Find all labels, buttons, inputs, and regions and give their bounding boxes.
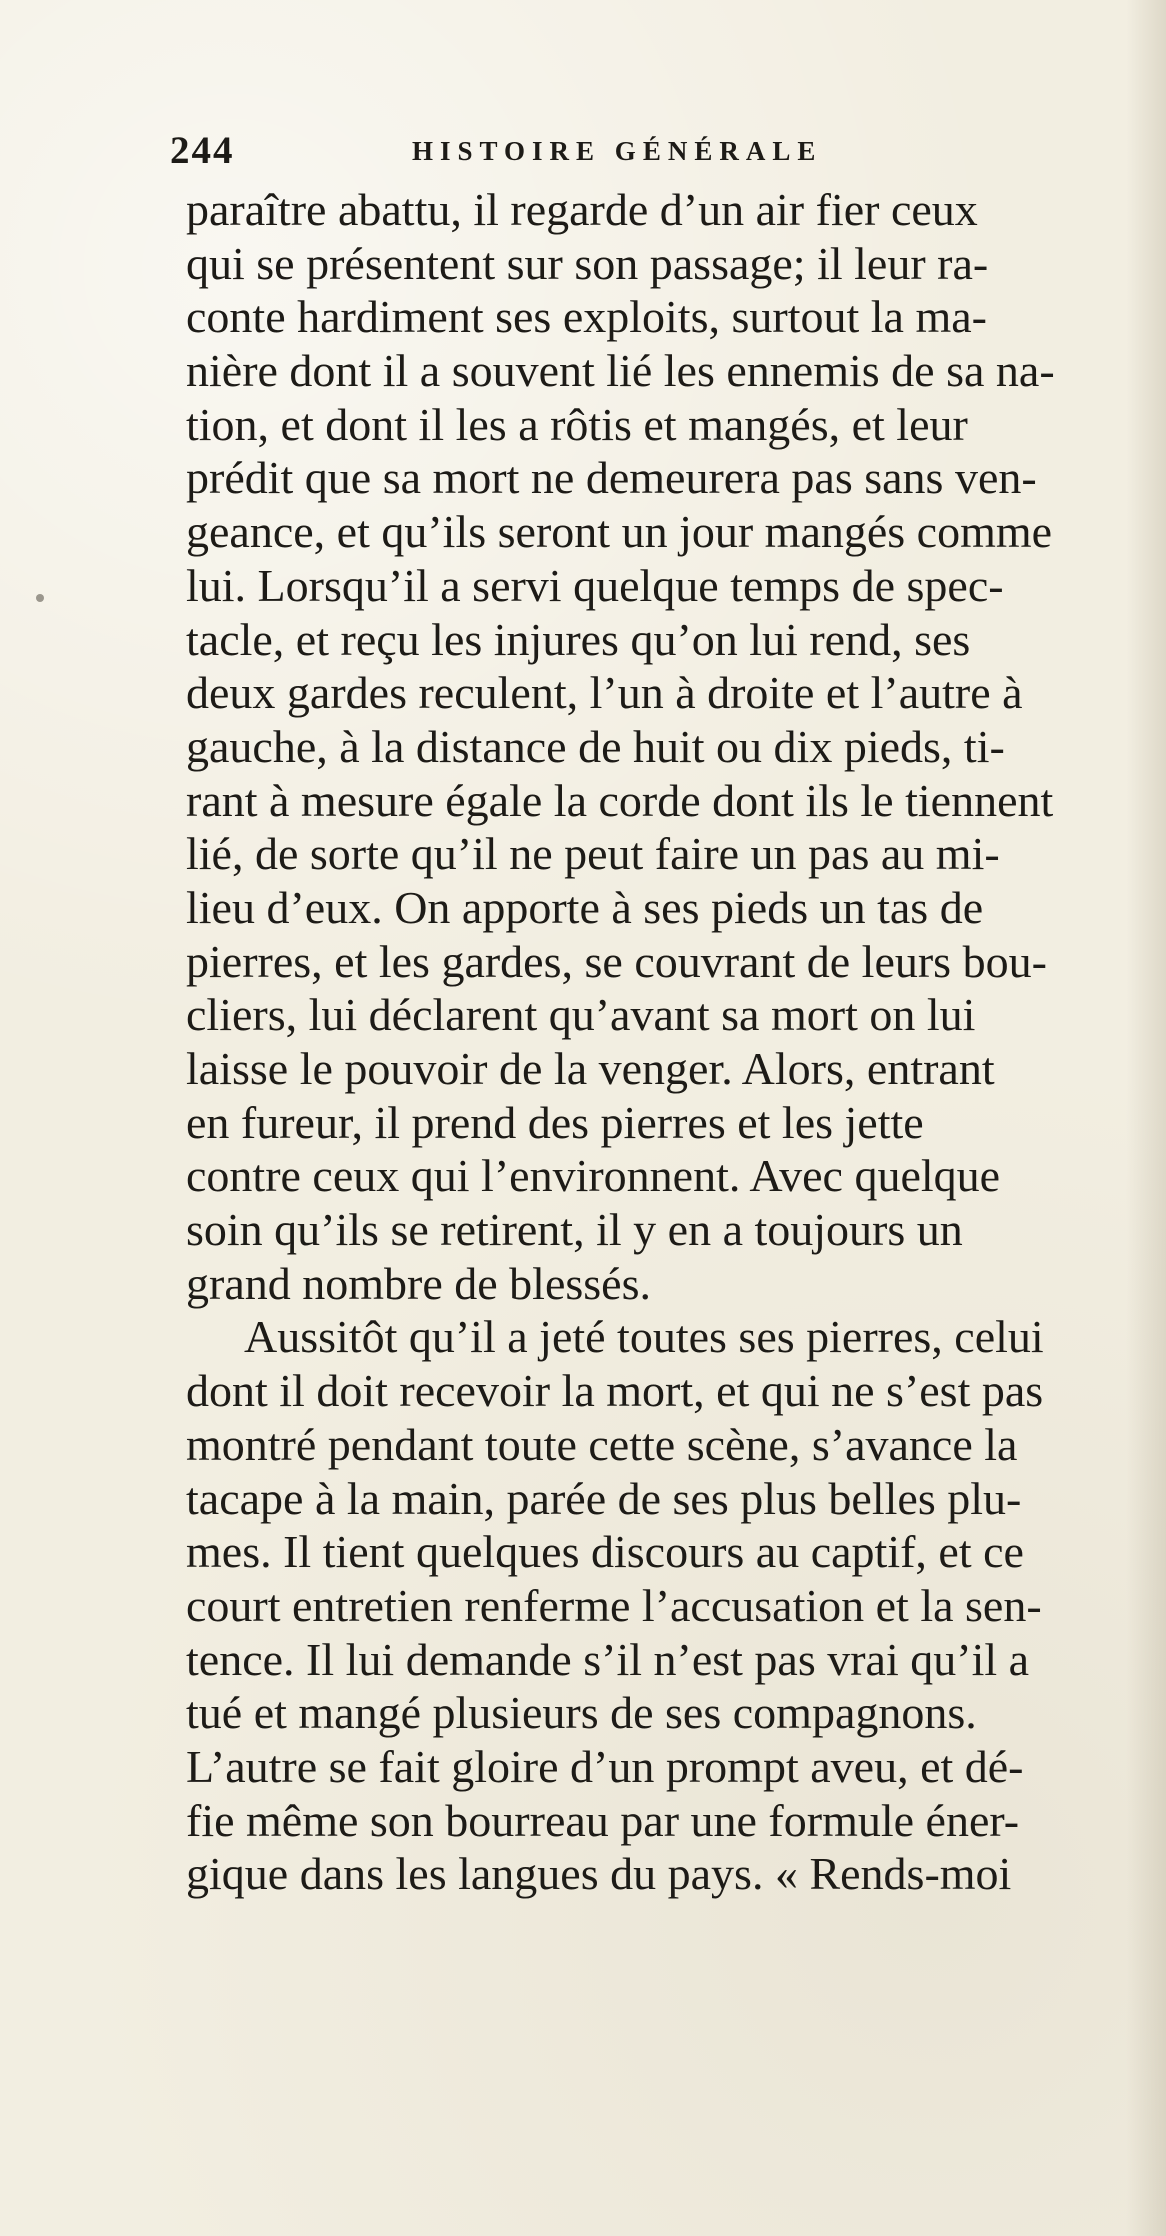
text-line: tacle, et reçu les injures qu’on lui rend, ses <box>186 613 971 665</box>
text-line: prédit que sa mort ne demeurera pas sans ven- <box>186 452 1037 504</box>
text-line: tion, et dont il les a rôtis et mangés, et leur <box>186 398 968 450</box>
running-header <box>170 128 930 170</box>
text-line: gique dans les langues du pays. « Rends-moi <box>186 1848 1012 1900</box>
text-line: L’autre se fait gloire d’un prompt aveu, et dé- <box>186 1740 1024 1792</box>
text-line: nière dont il a souvent lié les ennemis de sa na- <box>186 345 1055 397</box>
text-line: contre ceux qui l’environnent. Avec quelque <box>186 1150 1001 1202</box>
text-line: mes. Il tient quelques discours au captif, et ce <box>186 1526 1024 1578</box>
text-line: qui se présentent sur son passage; il leur ra- <box>186 237 989 289</box>
text-line: lui. Lorsqu’il a servi quelque temps de spec- <box>186 559 1004 611</box>
margin-mark <box>36 594 44 602</box>
text-line: cliers, lui déclarent qu’avant sa mort on lui <box>186 989 976 1041</box>
text-line: court entretien renferme l’accusation et la sen- <box>186 1579 1042 1631</box>
text-line: pierres, et les gardes, se couvrant de leurs bou- <box>186 935 1047 987</box>
text-line: gauche, à la distance de huit ou dix pieds, ti- <box>186 720 1005 772</box>
text-line: tence. Il lui demande s’il n’est pas vrai qu’il a <box>186 1633 1030 1685</box>
text-line: geance, et qu’ils seront un jour mangés comme <box>186 506 1053 558</box>
text-line: dont il doit recevoir la mort, et qui ne s’est pas <box>186 1365 1044 1417</box>
body-text <box>186 183 1152 1901</box>
text-line: grand nombre de blessés. <box>186 1257 651 1309</box>
text-line: tué et mangé plusieurs de ses compagnons. <box>186 1687 977 1739</box>
text-line: rant à mesure égale la corde dont ils le tiennent <box>186 774 1054 826</box>
page-number: 244 <box>170 129 235 172</box>
text-line: soin qu’ils se retirent, il y en a toujours un <box>186 1204 963 1256</box>
text-line: fie même son bourreau par une formule éner- <box>186 1794 1020 1846</box>
text-line: deux gardes reculent, l’un à droite et l’autre à <box>186 667 1023 719</box>
text-line: montré pendant toute cette scène, s’avance la <box>186 1418 1018 1470</box>
text-line: laisse le pouvoir de la venger. Alors, entrant <box>186 1043 995 1094</box>
text-line: lieu d’eux. On apporte à ses pieds un tas de <box>186 881 984 933</box>
text-line: conte hardiment ses exploits, surtout la ma- <box>186 291 987 343</box>
text-line: en fureur, il prend des pierres et les jette <box>186 1096 924 1148</box>
paragraph-start-line: Aussitôt qu’il a jeté toutes ses pierres, celui <box>244 1311 1044 1363</box>
text-line: lié, de sorte qu’il ne peut faire un pas au mi- <box>186 828 1000 880</box>
text-line: tacape à la main, parée de ses plus belles plu- <box>186 1472 1022 1524</box>
running-title: HISTOIRE GÉNÉRALE <box>412 136 823 166</box>
text-line: paraître abattu, il regarde d’un air fier ceux <box>186 184 978 235</box>
